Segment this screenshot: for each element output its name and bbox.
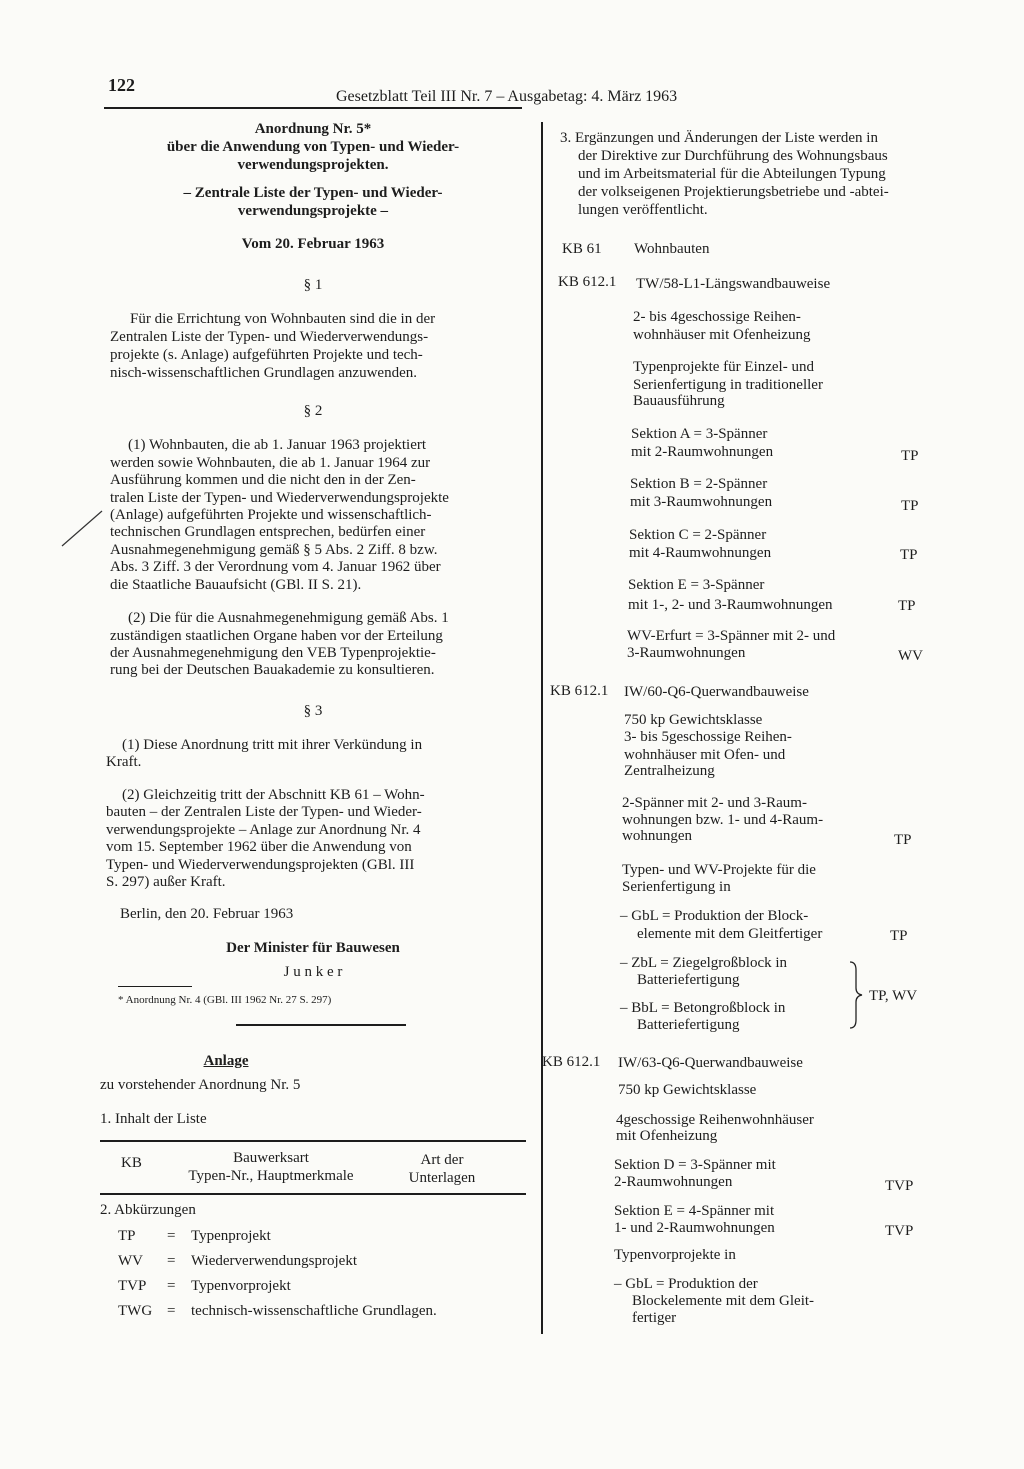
text-line: rung bei der Deutschen Bauakademie zu konsultieren. — [110, 662, 435, 678]
text-line: wohnungen bzw. 1- und 4-Raum- — [622, 812, 824, 828]
item-line: – GbL = Produktion der — [614, 1276, 758, 1292]
document-type-tag: TP — [900, 547, 918, 563]
abbreviation-equals: = — [167, 1228, 176, 1244]
table-header-docs: Unterlagen — [408, 1170, 476, 1186]
kb-code: KB 61 — [562, 241, 602, 257]
list-item-2: 2. Abkürzungen — [100, 1202, 196, 1218]
item-line: Sektion E = 3-Spänner — [628, 577, 765, 593]
text-line: Serienfertigung in — [622, 879, 731, 895]
table-header-type: Typen-Nr., Hauptmerkmale — [188, 1168, 354, 1184]
running-title: Gesetzblatt Teil III Nr. 7 – Ausgabetag: 4. März 1963 — [336, 88, 678, 105]
section-3-heading: § 3 — [303, 703, 323, 719]
text-line: 3. Ergänzungen und Änderungen der Liste werden in — [560, 130, 878, 146]
text-line: Typen- und Wiederverwendungsprojekten (GBl. III — [106, 857, 415, 873]
text-line: die Staatliche Bauaufsicht (GBl. II S. 21). — [110, 577, 362, 593]
document-type-tag: TP, WV — [869, 988, 918, 1004]
signer-name: J u n k e r — [283, 964, 343, 980]
text-line: wohnhäuser mit Ofen- und — [624, 747, 786, 763]
item-line: mit 4-Raumwohnungen — [629, 545, 772, 561]
signer-title: Der Minister für Bauwesen — [226, 940, 400, 956]
document-type-tag: TP — [894, 832, 912, 848]
item-line: 1- und 2-Raumwohnungen — [614, 1220, 775, 1236]
column-divider — [541, 122, 543, 1334]
text-line: Typen- und WV-Projekte für die — [622, 862, 816, 878]
document-type-tag: TP — [901, 448, 919, 464]
anlage-subtitle: zu vorstehender Anordnung Nr. 5 — [100, 1077, 301, 1093]
text-line: (Anlage) aufgeführten Projekte und wissenschaftlich- — [110, 507, 432, 523]
text-line: wohnungen — [622, 828, 692, 844]
kb-code: KB 612.1 — [550, 683, 609, 699]
text-line: 2-Spänner mit 2- und 3-Raum- — [622, 795, 807, 811]
text-line: Zentralheizung — [624, 763, 715, 779]
text-line: nisch-wissenschaftlichen Grundlagen anzuwenden. — [110, 365, 417, 381]
list-item-1: 1. Inhalt der Liste — [100, 1111, 207, 1127]
text-line: Für die Errichtung von Wohnbauten sind die in der — [130, 311, 436, 327]
header-rule — [104, 107, 522, 109]
place-and-date: Berlin, den 20. Februar 1963 — [120, 906, 294, 922]
text-line: der Direktive zur Durchführung des Wohnungsbaus — [578, 148, 888, 164]
text-line: lungen veröffentlicht. — [578, 202, 708, 218]
abbreviation-code: TWG — [118, 1303, 153, 1319]
text-line: 2- bis 4geschossige Reihen- — [633, 309, 801, 325]
text-line: (1) Diese Anordnung tritt mit ihrer Verkündung in — [122, 737, 423, 753]
table-header-docs: Art der — [420, 1152, 464, 1168]
item-line: Sektion D = 3-Spänner mit — [614, 1157, 776, 1173]
text-line: (2) Die für die Ausnahmegenehmigung gemäß Abs. 1 — [128, 610, 449, 626]
document-type-tag: TP — [901, 498, 919, 514]
text-line: (2) Gleichzeitig tritt der Abschnitt KB 61 – Wohn- — [122, 787, 425, 803]
title-line: Anordnung Nr. 5* — [254, 121, 372, 137]
kb-code: KB 612.1 — [558, 274, 617, 290]
margin-pencil-mark — [58, 508, 106, 550]
text-line: mit Ofenheizung — [616, 1128, 718, 1144]
section-1-heading: § 1 — [303, 277, 323, 293]
item-line: mit 1-, 2- und 3-Raumwohnungen — [628, 597, 833, 613]
text-line: 750 kp Gewichtsklasse — [618, 1082, 757, 1098]
right-brace — [846, 960, 868, 1030]
text-line: verwendungsprojekte – Anlage zur Anordnung Nr. 4 — [106, 822, 421, 838]
document-type-tag: TVP — [885, 1223, 914, 1239]
abbreviation-equals: = — [167, 1253, 176, 1269]
text-line: und im Arbeitsmaterial für die Abteilungen Typung — [578, 166, 886, 182]
section-separator — [236, 1024, 406, 1026]
kb-title: IW/63-Q6-Querwandbauweise — [618, 1055, 803, 1071]
kb-code: KB 612.1 — [542, 1054, 601, 1070]
item-line: Batteriefertigung — [637, 972, 740, 988]
text-line: (1) Wohnbauten, die ab 1. Januar 1963 projektiert — [128, 437, 427, 453]
title-line: verwendungsprojekte – — [237, 203, 389, 219]
text-line: S. 297) außer Kraft. — [106, 874, 226, 890]
text-line: 3- bis 5geschossige Reihen- — [624, 729, 792, 745]
item-line: Sektion C = 2-Spänner — [629, 527, 767, 543]
text-line: Bauausführung — [633, 393, 725, 409]
item-line: mit 2-Raumwohnungen — [631, 444, 774, 460]
kb-title: IW/60-Q6-Querwandbauweise — [624, 684, 809, 700]
item-line: Batteriefertigung — [637, 1017, 740, 1033]
section-2-heading: § 2 — [303, 403, 323, 419]
text-line: tralen Liste der Typen- und Wiederverwendungsprojekte — [110, 490, 449, 506]
text-line: werden sowie Wohnbauten, die ab 1. Januar 1964 zur — [110, 455, 431, 471]
item-line: – BbL = Betongroßblock in — [620, 1000, 786, 1016]
text-line: 750 kp Gewichtsklasse — [624, 712, 763, 728]
text-line: Zentralen Liste der Typen- und Wiederverwendungs- — [110, 329, 429, 345]
title-line: – Zentrale Liste der Typen- und Wieder- — [183, 185, 443, 201]
decree-date: Vom 20. Februar 1963 — [241, 236, 385, 252]
text-line: wohnhäuser mit Ofenheizung — [633, 327, 811, 343]
item-line: Blockelemente mit dem Gleit- — [632, 1293, 815, 1309]
document-type-tag: TP — [898, 598, 916, 614]
abbreviation-code: TVP — [118, 1278, 147, 1294]
abbreviation-meaning: Typenprojekt — [191, 1228, 271, 1244]
text-line: technischen Grundlagen entsprechen, bedürfen einer — [110, 524, 426, 540]
text-line: Abs. 3 Ziff. 3 der Verordnung vom 4. Januar 1962 über — [110, 559, 441, 575]
abbreviation-equals: = — [167, 1303, 176, 1319]
text-line: der Ausnahmegenehmigung den VEB Typenprojektie- — [110, 645, 436, 661]
text-line: Kraft. — [106, 754, 142, 770]
text-line: zuständigen staatlichen Organe haben vor der Erteilung — [110, 628, 443, 644]
table-top-rule — [100, 1140, 526, 1142]
anlage-title: Anlage — [203, 1053, 249, 1069]
item-line: elemente mit dem Gleitfertiger — [637, 926, 823, 942]
text-line: Serienfertigung in traditioneller — [633, 377, 823, 393]
footnote: * Anordnung Nr. 4 (GBl. III 1962 Nr. 27 S. 297) — [118, 994, 332, 1006]
abbreviation-code: WV — [118, 1253, 143, 1269]
page-number: 122 — [108, 75, 135, 95]
kb-title: TW/58-L1-Längswandbauweise — [636, 276, 831, 292]
abbreviation-meaning: Typenvorprojekt — [191, 1278, 291, 1294]
text-line: Ausführung kommen und die nicht den in der Zen- — [110, 472, 416, 488]
document-type-tag: TVP — [885, 1178, 914, 1194]
table-bottom-rule — [100, 1193, 526, 1195]
table-header-type: Bauwerksart — [233, 1150, 309, 1166]
title-line: verwendungsprojekten. — [237, 157, 389, 173]
abbreviation-meaning: technisch-wissenschaftliche Grundlagen. — [191, 1303, 437, 1319]
text-line: projekte (s. Anlage) aufgeführten Projekte und tech- — [110, 347, 423, 363]
text-line: Typenvorprojekte in — [614, 1247, 736, 1263]
text-line: 4geschossige Reihenwohnhäuser — [616, 1112, 814, 1128]
item-line: fertiger — [632, 1310, 677, 1326]
title-line: über die Anwendung von Typen- und Wieder- — [166, 139, 460, 155]
kb-title: Wohnbauten — [634, 241, 710, 257]
item-line: 2-Raumwohnungen — [614, 1174, 733, 1190]
item-line: – ZbL = Ziegelgroßblock in — [620, 955, 788, 971]
item-line: mit 3-Raumwohnungen — [630, 494, 773, 510]
abbreviation-meaning: Wiederverwendungsprojekt — [191, 1253, 358, 1269]
text-line: der volkseigenen Projektierungsbetriebe und -abtei- — [578, 184, 889, 200]
table-header-kb: KB — [121, 1155, 142, 1171]
document-type-tag: WV — [898, 648, 923, 664]
text-line: Typenprojekte für Einzel- und — [633, 359, 814, 375]
item-line: WV-Erfurt = 3-Spänner mit 2- und — [627, 628, 836, 644]
item-line: – GbL = Produktion der Block- — [620, 908, 809, 924]
abbreviation-code: TP — [118, 1228, 136, 1244]
text-line: bauten – der Zentralen Liste der Typen- und Wieder- — [106, 804, 422, 820]
abbreviation-equals: = — [167, 1278, 176, 1294]
text-line: vom 15. September 1962 über die Anwendung von — [106, 839, 412, 855]
item-line: Sektion A = 3-Spänner — [631, 426, 768, 442]
item-line: Sektion E = 4-Spänner mit — [614, 1203, 775, 1219]
footnote-rule — [118, 986, 192, 987]
text-line: Ausnahmegenehmigung gemäß § 5 Abs. 2 Ziff. 8 bzw. — [110, 542, 438, 558]
item-line: 3-Raumwohnungen — [627, 645, 746, 661]
item-line: Sektion B = 2-Spänner — [630, 476, 768, 492]
document-type-tag: TP — [890, 928, 908, 944]
